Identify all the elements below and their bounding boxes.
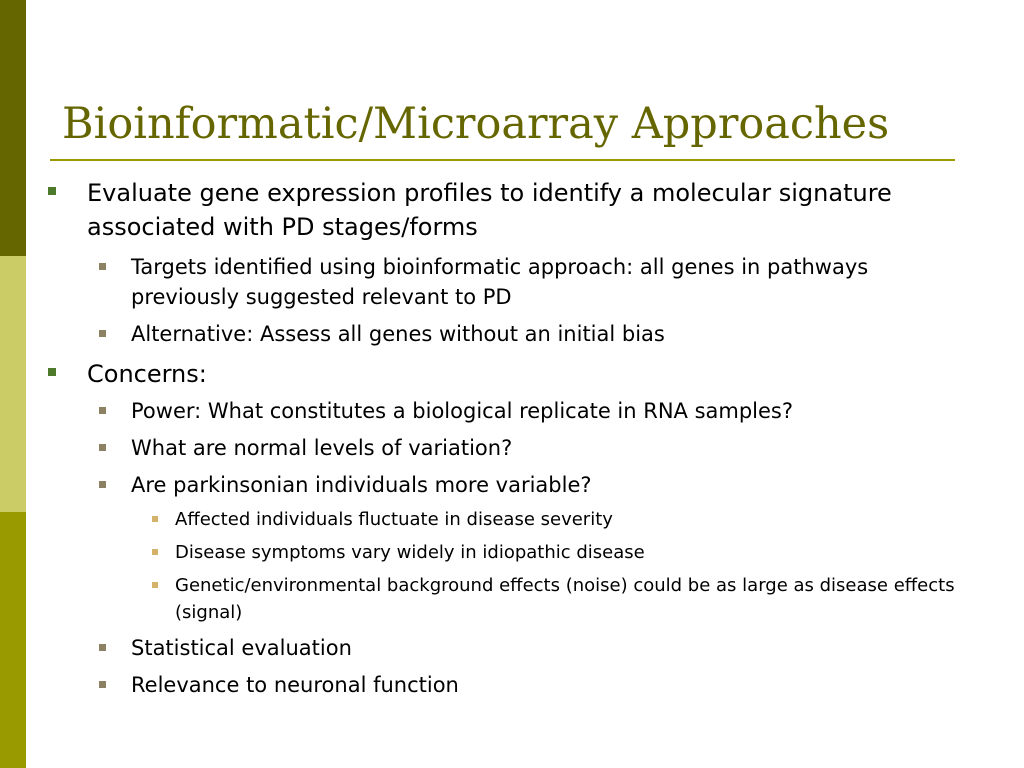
square-bullet-icon [99,481,106,488]
bullet-text: Relevance to neuronal function [131,673,459,697]
sub-bullet-item [131,319,951,349]
bullet-text: Statistical evaluation [131,636,352,660]
square-bullet-icon [99,644,106,651]
sub-sub-bullet-item [175,539,1005,566]
sub-sub-bullet-item [175,572,1005,626]
sub-bullet-item [131,396,951,426]
square-bullet-icon [152,582,158,588]
decorative-band-bottom [0,512,26,768]
decorative-band-top [0,0,26,256]
square-bullet-icon [48,368,56,376]
bullet-text: Affected individuals fluctuate in disease severity [175,509,613,530]
bullet-text: Disease symptoms vary widely in idiopathic disease [175,542,645,563]
sub-bullet-item [131,670,951,700]
bullet-item [87,357,987,391]
bullet-text: Are parkinsonian individuals more variable? [131,473,592,497]
square-bullet-icon [99,444,106,451]
title-underline [50,159,955,161]
bullet-text: Targets identified using bioinformatic approach: all genes in pathways previously suggested relevant to PD [131,255,869,309]
square-bullet-icon [152,549,158,555]
bullet-text: Alternative: Assess all genes without an initial bias [131,322,665,346]
sub-bullet-item [131,252,951,312]
sub-bullet-item [131,433,951,463]
bullet-text: Evaluate gene expression profiles to identify a molecular signature associated with PD stages/forms [87,179,892,241]
bullet-text: Concerns: [87,360,207,388]
square-bullet-icon [99,681,106,688]
bullet-text: What are normal levels of variation? [131,436,513,460]
bullet-text: Power: What constitutes a biological replicate in RNA samples? [131,399,794,423]
slide-title: Bioinformatic/Microarray Approaches [62,99,890,149]
square-bullet-icon [152,516,158,522]
sub-sub-bullet-item [175,506,1005,533]
square-bullet-icon [99,330,106,337]
sub-bullet-item [131,633,951,663]
bullet-item [87,176,987,244]
bullet-text: Genetic/environmental background effects (noise) could be as large as disease effects (signal) [175,575,955,623]
square-bullet-icon [99,263,106,270]
decorative-band-middle [0,256,26,512]
square-bullet-icon [48,187,56,195]
sub-bullet-item [131,470,951,500]
square-bullet-icon [99,407,106,414]
